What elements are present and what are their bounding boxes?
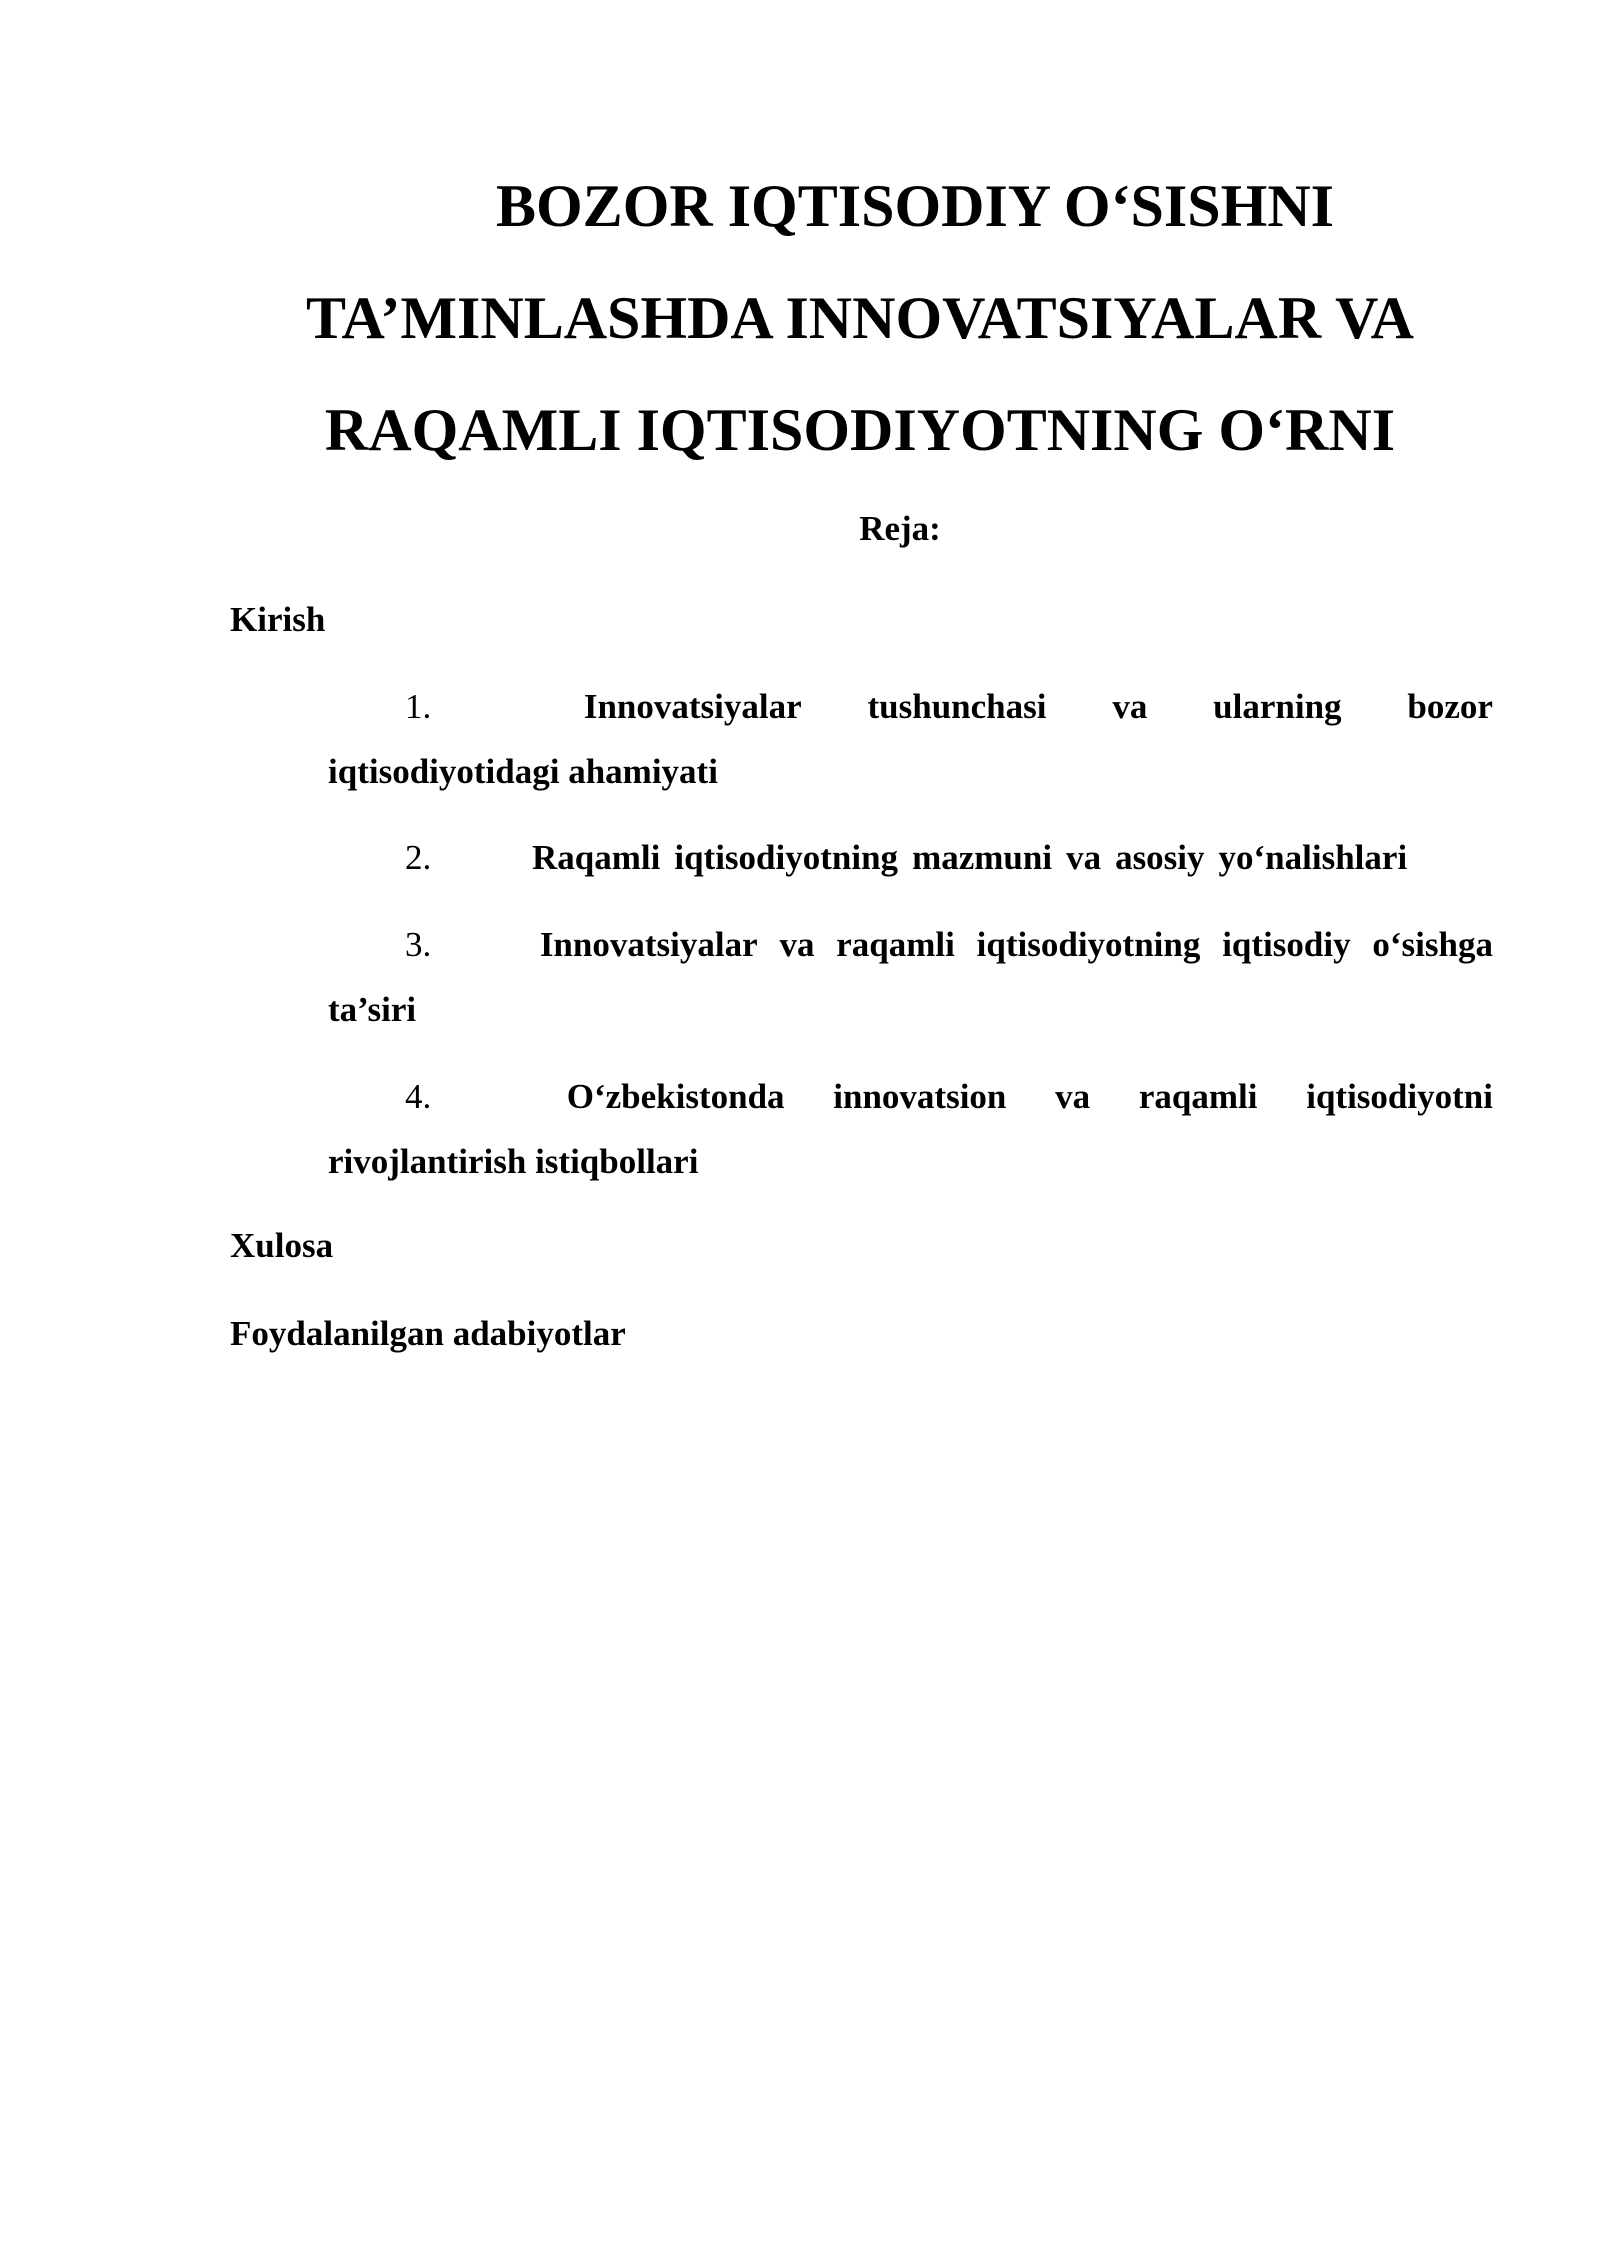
plan-item-2-word: Raqamli	[532, 838, 661, 877]
plan-item-3-continuation: ta’siri	[328, 990, 417, 1029]
plan-heading: Reja:	[859, 509, 941, 548]
plan-item-1-number: 1.	[405, 687, 432, 726]
plan-item-2-word: asosiy	[1115, 838, 1205, 877]
plan-item-4-first-line	[328, 1064, 1493, 1129]
plan-item-1-word: Innovatsiyalar	[583, 687, 802, 726]
plan-item-3-word: o‘sishga	[1372, 925, 1493, 964]
plan-item-3-word: va	[779, 925, 815, 964]
title-line-2: TA’MINLASHDA INNOVATSIYALAR VA	[305, 285, 1415, 351]
plan-item-1-continuation: iqtisodiyotidagi ahamiyati	[328, 752, 718, 791]
plan-item-4	[328, 1064, 1493, 1194]
plan-item-2-word: yo‘nalishlari	[1218, 838, 1408, 877]
plan-item-4-word: va	[1055, 1077, 1091, 1116]
plan-item-3-number: 3.	[405, 925, 432, 964]
plan-item-4-continuation: rivojlantirish istiqbollari	[328, 1142, 699, 1181]
plan-item-2-word: mazmuni	[912, 838, 1053, 877]
plan-item-2	[328, 825, 1493, 890]
title-line-3: RAQAMLI IQTISODIYOTNING O‘RNI	[324, 397, 1396, 463]
plan-item-2-word: iqtisodiyotning	[674, 838, 899, 877]
plan-item-3	[328, 912, 1493, 1042]
plan-item-4-word: O‘zbekistonda	[566, 1077, 785, 1116]
plan-item-1-word: ularning	[1213, 687, 1342, 726]
section-intro: Kirish	[230, 600, 326, 639]
plan-item-3-first-line	[328, 912, 1493, 977]
plan-item-1-word: tushunchasi	[867, 687, 1047, 726]
plan-item-4-word: innovatsion	[833, 1077, 1007, 1116]
plan-item-4-number: 4.	[405, 1077, 432, 1116]
plan-item-4-word: iqtisodiyotni	[1306, 1077, 1493, 1116]
plan-item-2-first-line	[328, 825, 1493, 890]
plan-item-2-number: 2.	[405, 838, 432, 877]
title-line-1: BOZOR IQTISODIY O‘SISHNI	[495, 173, 1334, 239]
plan-item-1	[328, 674, 1493, 804]
plan-item-3-word: Innovatsiyalar	[539, 925, 758, 964]
section-conclusion: Xulosa	[230, 1226, 334, 1265]
plan-item-2-word: va	[1066, 838, 1102, 877]
plan-item-1-first-line	[328, 674, 1493, 739]
plan-item-1-word: bozor	[1407, 687, 1493, 726]
plan-item-4-word: raqamli	[1138, 1077, 1258, 1116]
plan-item-1-word: va	[1112, 687, 1148, 726]
document-title	[230, 150, 1490, 486]
plan-item-3-word: raqamli	[836, 925, 955, 964]
plan-item-3-word: iqtisodiyotning	[976, 925, 1201, 964]
plan-item-3-word: iqtisodiy	[1222, 925, 1351, 964]
section-references: Foydalanilgan adabiyotlar	[230, 1314, 626, 1353]
